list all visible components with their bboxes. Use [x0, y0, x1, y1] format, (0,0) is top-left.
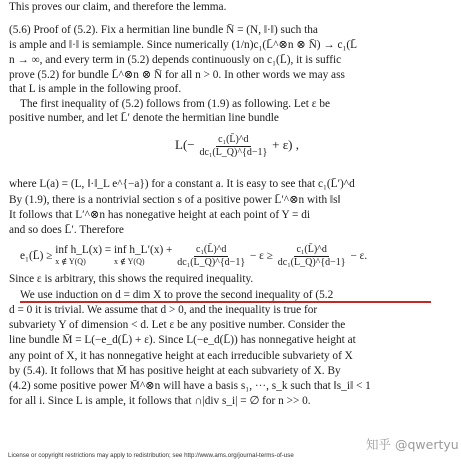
text-line: where L(a) = (L, ‖·‖_L e^{−a}) for a constant a. It is easy to see that c₁(L̄′)^d [9, 178, 355, 190]
equation-suffix: + ε) , [272, 137, 299, 153]
text-line: This proves our claim, and therefore the lemma. [9, 1, 227, 13]
text-line: line bundle M̄ = L(−e_d(L̄) + ε). Since L(−e_d(L̄)) has nonnegative height at [9, 334, 356, 346]
equation-prefix: L(− [175, 137, 195, 153]
equation-suffix: − ε. [350, 250, 368, 263]
text-line: d = 0 it is trivial. We assume that d > 0, and the inequality is true for [9, 304, 318, 316]
equation-lhs: e₁(L̄) ≥ [20, 250, 53, 263]
fraction-numerator: c₁(L̄)^d [218, 134, 249, 145]
text-line: for all i. Since L is ample, it follows that ∩|div s_i| = ∅ for n >> 0. [9, 395, 311, 407]
text-line: (5.6) Proof of (5.2). Fix a hermitian line bundle N̄ = (N, ‖·‖) such tha [9, 24, 318, 36]
text-line: and so does L̄′. Therefore [9, 224, 124, 236]
infimum-label: inf h_L(x) = [55, 244, 112, 256]
text-line: It follows that L′^⊗n has nonegative height at each point of Y = di [9, 209, 311, 221]
text-line: by (5.4). It follows that M̄ has positive height at each subvariety of X. By [9, 365, 341, 377]
infimum-subscript: x ∉ Y(Q) [114, 257, 145, 266]
text-line: (4.2) some positive power M̄^⊗n will have a basis s₁, ···, s_k such that ‖s_i‖ < 1 [9, 380, 371, 392]
text-line: positive number, and let L̄′ denote the hermitian line bundle [9, 112, 279, 124]
text-line: The first inequality of (5.2) follows from (1.9) as following. Let ε be [20, 98, 331, 110]
text-line: prove (5.2) for bundle L̄^⊗n ⊗ N̄ for all n > 0. In other words we may ass [9, 69, 345, 81]
highlighted-text-line: We use induction on d = dim X to prove the second inequality of (5.2 [20, 289, 334, 301]
fraction-denominator: dc₁(L_Q)^{d−1} [199, 147, 268, 158]
text-line: that L is ample in the following proof. [9, 83, 182, 95]
fraction-numerator: c₁(L̄)^d [296, 244, 327, 255]
fraction-numerator: c₁(L̄)^d [196, 244, 227, 255]
display-equation-1 [175, 134, 299, 159]
text-line: n → ∞, and every term in (5.2) depends continuously on c₁(L̄), it is suffic [9, 54, 342, 66]
license-footer: License or copyright restrictions may apply to redistribution; see http://www.ams.org/journal-terms-of-use [8, 452, 294, 459]
text-line: any point of X, it has nonnegative height at each irreducible subvariety of X [9, 350, 353, 362]
text-line: is ample and ‖·‖ is semiample. Since numerically (1/n)c₁(L̄^⊗n ⊗ N̄) → c₁(L̄ [9, 39, 358, 51]
infimum-term [55, 244, 111, 268]
equation-fraction [175, 244, 247, 269]
infimum-label: inf h_L′(x) + [114, 244, 173, 256]
fraction-denominator: dc₁(L_Q)^{d−1} [177, 257, 246, 268]
display-equation-2 [20, 244, 367, 269]
text-line: Since ε is arbitrary, this shows the required inequality. [9, 273, 254, 285]
equation-fraction [276, 244, 348, 269]
text-line: subvariety Y of dimension < d. Let ε be any positive number. Consider the [9, 319, 346, 331]
equation-middle: − ε ≥ [249, 250, 273, 263]
fraction-denominator: dc₁(L_Q)^{d−1} [277, 257, 346, 268]
equation-fraction [197, 134, 269, 159]
infimum-subscript: x ∉ Y(Q) [55, 257, 86, 266]
infimum-term [114, 244, 172, 268]
zhihu-watermark: 知乎 @qwertyu [366, 437, 459, 452]
text-line: By (1.9), there is a nontrivial section s of a positive power L̄′^⊗n with ‖s‖ [9, 194, 341, 206]
